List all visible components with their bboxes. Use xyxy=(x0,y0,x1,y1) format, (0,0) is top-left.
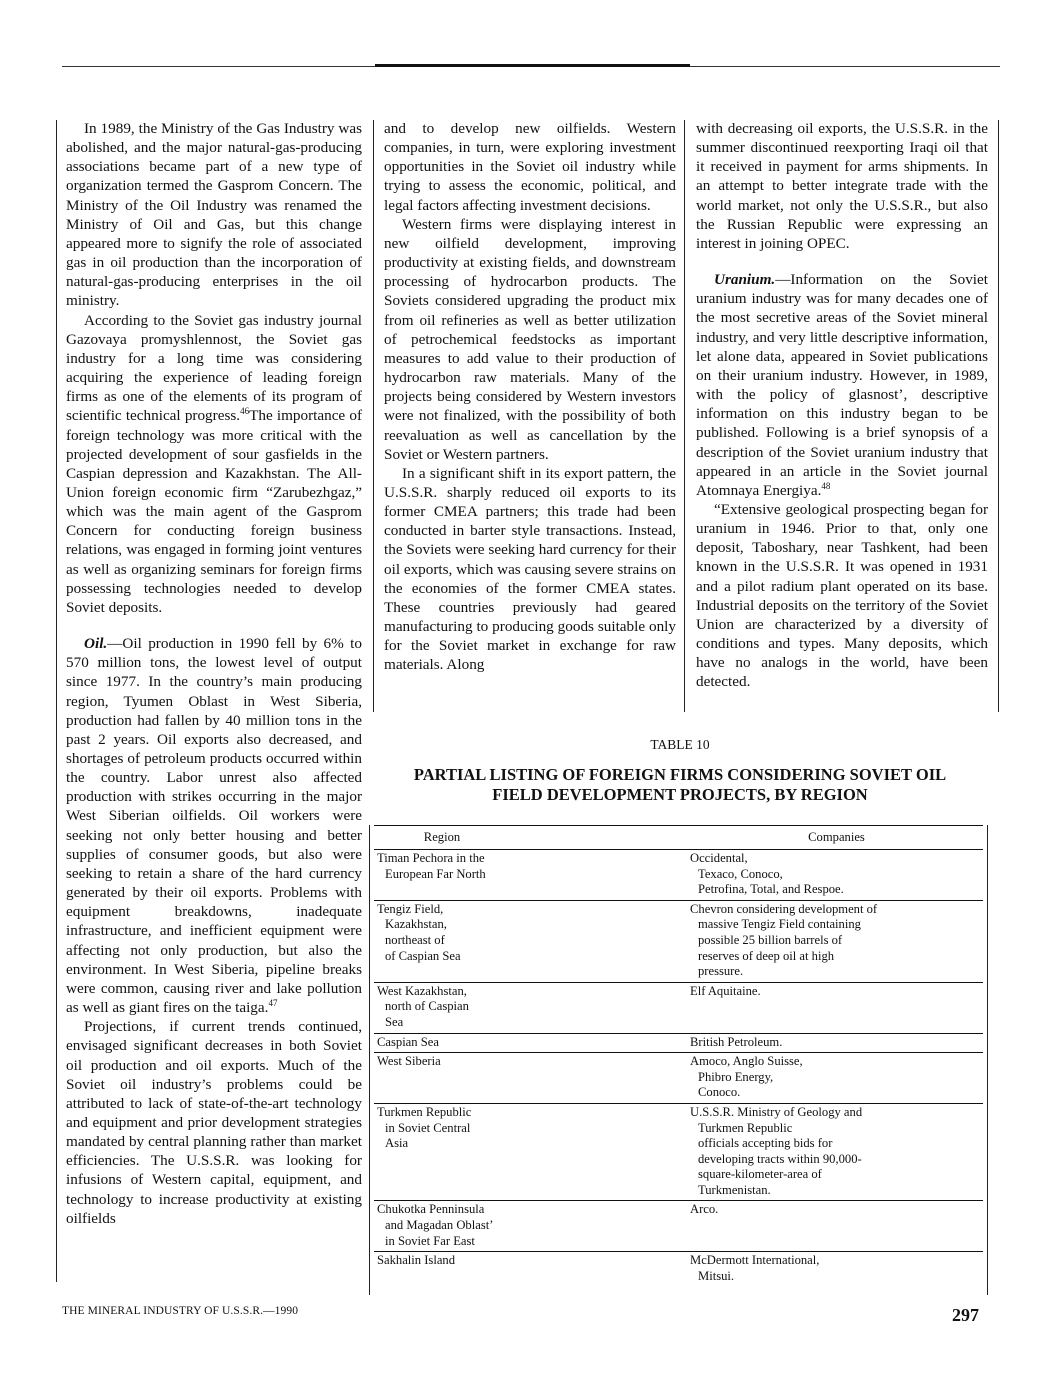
column-middle xyxy=(384,119,676,675)
region-cell: Tengiz Field, Kazakhstan, northeast of of Caspian Sea xyxy=(377,901,461,963)
region-cell: Caspian Sea xyxy=(377,1034,439,1049)
region-cell: West Kazakhstan, north of Caspian Sea xyxy=(377,983,469,1029)
table-row xyxy=(374,1034,983,1054)
table-bar-right xyxy=(987,825,988,1295)
table-label: TABLE 10 xyxy=(650,737,710,752)
table-row xyxy=(374,1201,983,1252)
uranium-paragraph: Uranium.—Information on the Soviet uranium industry was for many decades one of the most secretive areas of the Soviet mineral industry, and very little descriptive information, let alone data, appeared in Soviet publications on their uranium industry. However, in 1989, with the policy of glasnost’, descriptive information on this industry began to be published. Following is a brief synopsis of a description of the Soviet uranium industry that appeared in an article in the Soviet journal Atomnaya Energiya.$^{48}$ xyxy=(696,271,988,499)
region-cell: Timan Pechora in the European Far North xyxy=(377,851,486,881)
paragraph: “Extensive geological prospecting began for uranium in 1946. Prior to that, only one deposit, Taboshary, near Tashkent, had been known in the U.S.S.R. It was opened in 1931 and a pilot radium plant operated on its base. Industrial deposits on the territory of the Soviet Union are characterized by a diversity of conditions and types. Many deposits, which have no analogs in the world, have been detected. xyxy=(696,500,988,691)
column-header-companies: Companies xyxy=(808,829,865,844)
paragraph: Projections, if current trends continued, envisaged significant decreases in both Soviet oil production and oil exports. Much of the Soviet oil industry’s problems could be attributed to lack of state-of-the-art technology and equipment and prior development strategies mandated by central planning rather than market efficiencies. The U.S.S.R. was looking for infusions of Western capital, equipment, and technology to increase productivity at existing oilfields xyxy=(66,1018,362,1227)
table-header xyxy=(374,825,983,850)
column-bar-right xyxy=(998,120,999,712)
section-lead-oil: Oil. xyxy=(84,635,108,653)
table-row xyxy=(374,850,983,901)
companies-cell: Amoco, Anglo Suisse, Phibro Energy, Conoco. xyxy=(690,1054,803,1100)
column-bar-left xyxy=(56,120,57,1282)
footnote-ref: 46 xyxy=(240,406,250,417)
table-title: PARTIAL LISTING OF FOREIGN FIRMS CONSIDERING SOVIET OIL FIELD DEVELOPMENT PROJECTS, BY REGION xyxy=(413,765,947,804)
data-table xyxy=(374,825,983,1286)
paragraph: According to the Soviet gas industry journal Gazovaya promyshlennost, the Soviet gas industry for a long time was considering acquiring the experience of leading foreign firms as one of the elements of its program of scientific technical progress.$^{46}$The importance of foreign technology was more critical with the projected development of sour gasfields in the Caspian depression and Kazakhstan. The All-Union foreign economic firm “Zarubezhgaz,” which was the main agent of the Gasprom Concern for conducting foreign business relations, was engaged in forming joint ventures as well as organizing seminars for foreign firms possessing technologies needed to develop Soviet deposits. xyxy=(66,311,362,616)
companies-cell: Chevron considering development of massive Tengiz Field containing possible 25 billion barrels of reserves of deep oil at high pressure. xyxy=(690,901,878,979)
table-row xyxy=(374,1053,983,1104)
companies-cell: Elf Aquitaine. xyxy=(690,983,761,998)
region-cell: Sakhalin Island xyxy=(377,1253,455,1268)
column-bar-middle-left xyxy=(373,120,374,712)
page-number: 297 xyxy=(952,1305,979,1325)
column-left xyxy=(66,119,362,1228)
table-row xyxy=(374,901,983,983)
header-rule-accent xyxy=(375,64,690,67)
paragraph: and to develop new oilfields. Western companies, in turn, were exploring investment opportunities in the Soviet oil industry while trying to assess the economic, political, and legal factors affecting investment decisions. xyxy=(384,120,676,214)
column-right xyxy=(696,119,988,692)
footnote-ref: 48 xyxy=(821,480,831,491)
footnote-ref: 47 xyxy=(268,997,278,1008)
paragraph: In 1989, the Ministry of the Gas Industry was abolished, and the major natural-gas-producing associations became part of a new type of organization termed the Gasprom Concern. The Ministry of the Oil Industry was renamed the Ministry of Oil and Gas, but this change appeared more to signify the role of associated gas in oil production than the incorporation of natural-gas-producing enterprises in the oil ministry. xyxy=(66,120,362,310)
paragraph: In a significant shift in its export pattern, the U.S.S.R. sharply reduced oil exports to its former CMEA partners; this trade had been conducted in barter style transactions. Instead, the Soviets were seeking hard currency for their oil exports, which was causing severe strains on the economies of the former CMEA states. These countries previously had geared manufacturing to producing goods suitable only for the Soviet market in exchange for raw materials. Along xyxy=(384,464,676,674)
column-bar-middle-right xyxy=(684,120,685,712)
region-cell: Turkmen Republic in Soviet Central Asia xyxy=(377,1104,472,1151)
table-bar-left xyxy=(369,825,370,1295)
table-row xyxy=(374,1104,983,1202)
companies-cell: Occidental, Texaco, Conoco, Petrofina, Total, and Respoe. xyxy=(690,851,844,897)
companies-cell: U.S.S.R. Ministry of Geology and Turkmen Republic officials accepting bids for developing tracts within 90,000- square-kilometer-area of Turkmenistan. xyxy=(690,1104,863,1197)
region-cell: West Siberia xyxy=(377,1054,441,1069)
running-footer: THE MINERAL INDUSTRY OF U.S.S.R.—1990 xyxy=(62,1305,299,1317)
region-cell: Chukotka Penninsula and Magadan Oblast’ in Soviet Far East xyxy=(377,1202,494,1248)
section-lead-uranium: Uranium. xyxy=(714,271,776,289)
oil-paragraph: Oil.—Oil production in 1990 fell by 6% to 570 million tons, the lowest level of output since 1977. In the country’s main producing region, Tyumen Oblast in West Siberia, production had fallen by 40 million tons in the past 2 years. Oil exports also decreased, and shortages of petroleum products occurred within the country. Labor unrest also affected production with strikes occurring in the major West Siberian oilfields. Oil workers were seeking not only better housing and better supplies of consumer goods, but also were seeking to retain a share of the hard currency generated by their oil exports. Problems with equipment breakdowns, inadequate infrastructure, and inefficient equipment were affecting not only production, but also the environment. In West Siberia, pipeline breaks were common, causing river and lake pollution as well as giant fires on the taiga.$^{47}$ xyxy=(66,635,362,1017)
table-row xyxy=(374,1252,983,1286)
companies-cell: British Petroleum. xyxy=(690,1034,783,1049)
column-header-region: Region xyxy=(423,829,461,844)
paragraph: Western firms were displaying interest in new oilfield development, improving productivity at existing fields, and downstream processing of hydrocarbon products. The Soviets considered upgrading the product mix from oil refineries as well as better utilization of petrochemical feedstocks as important measures to add value to their production of hydrocarbon raw materials. Many of the projects being considered by Western investors were not finalized, with the possibility of both reevaluation as well as cancellation by the Soviet or Western partners. xyxy=(384,215,676,463)
paragraph: with decreasing oil exports, the U.S.S.R. in the summer discontinued reexporting Iraqi oil that it received in payment for arms shipments. In an attempt to better integrate trade with the world market, not only the U.S.S.R., but also the Russian Republic were expressing an interest in joining OPEC. xyxy=(696,120,988,252)
companies-cell: Arco. xyxy=(690,1202,719,1217)
companies-cell: McDermott International, Mitsui. xyxy=(690,1253,820,1283)
table-row xyxy=(374,983,983,1034)
